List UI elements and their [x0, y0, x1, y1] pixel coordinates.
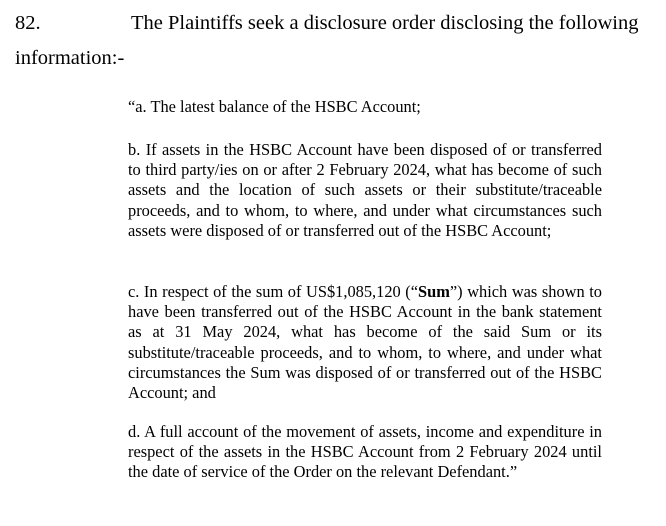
item-c-text-end: ”) which was shown to have been transferred out of the HSBC Account in the bank statement as at 31 May 2024, what has become of the said Sum or its substitute/traceable proceeds, and to whom, to where, and under what circumstances the Sum was disposed of or transferred out of the HSBC Account; and: [128, 282, 602, 403]
quoted-item-c: [128, 282, 602, 403]
quoted-item-d: d. A full account of the movement of assets, income and expenditure in respect of the assets in the HSBC Account from 2 February 2024 until the date of service of the Order on the relevant Defendant.”: [128, 422, 602, 482]
item-c-defined-term: Sum: [418, 282, 450, 301]
quoted-item-b: b. If assets in the HSBC Account have been disposed of or transferred to third party/ies on or after 2 February 2024, what has become of such assets and the location of such assets or their substitute/traceable proceeds, and to whom, to where, and under what circumstances such assets were disposed of or transferred out of the HSBC Account;: [128, 140, 602, 240]
paragraph-number: 82.: [15, 12, 41, 34]
item-c-text-start: c. In respect of the sum of US$1,085,120 (“: [128, 282, 419, 301]
quoted-item-a: “a. The latest balance of the HSBC Account;: [128, 97, 421, 116]
paragraph-continuation-text: information:-: [15, 47, 125, 69]
paragraph-lead-text: The Plaintiffs seek a disclosure order disclosing the following: [131, 12, 639, 34]
